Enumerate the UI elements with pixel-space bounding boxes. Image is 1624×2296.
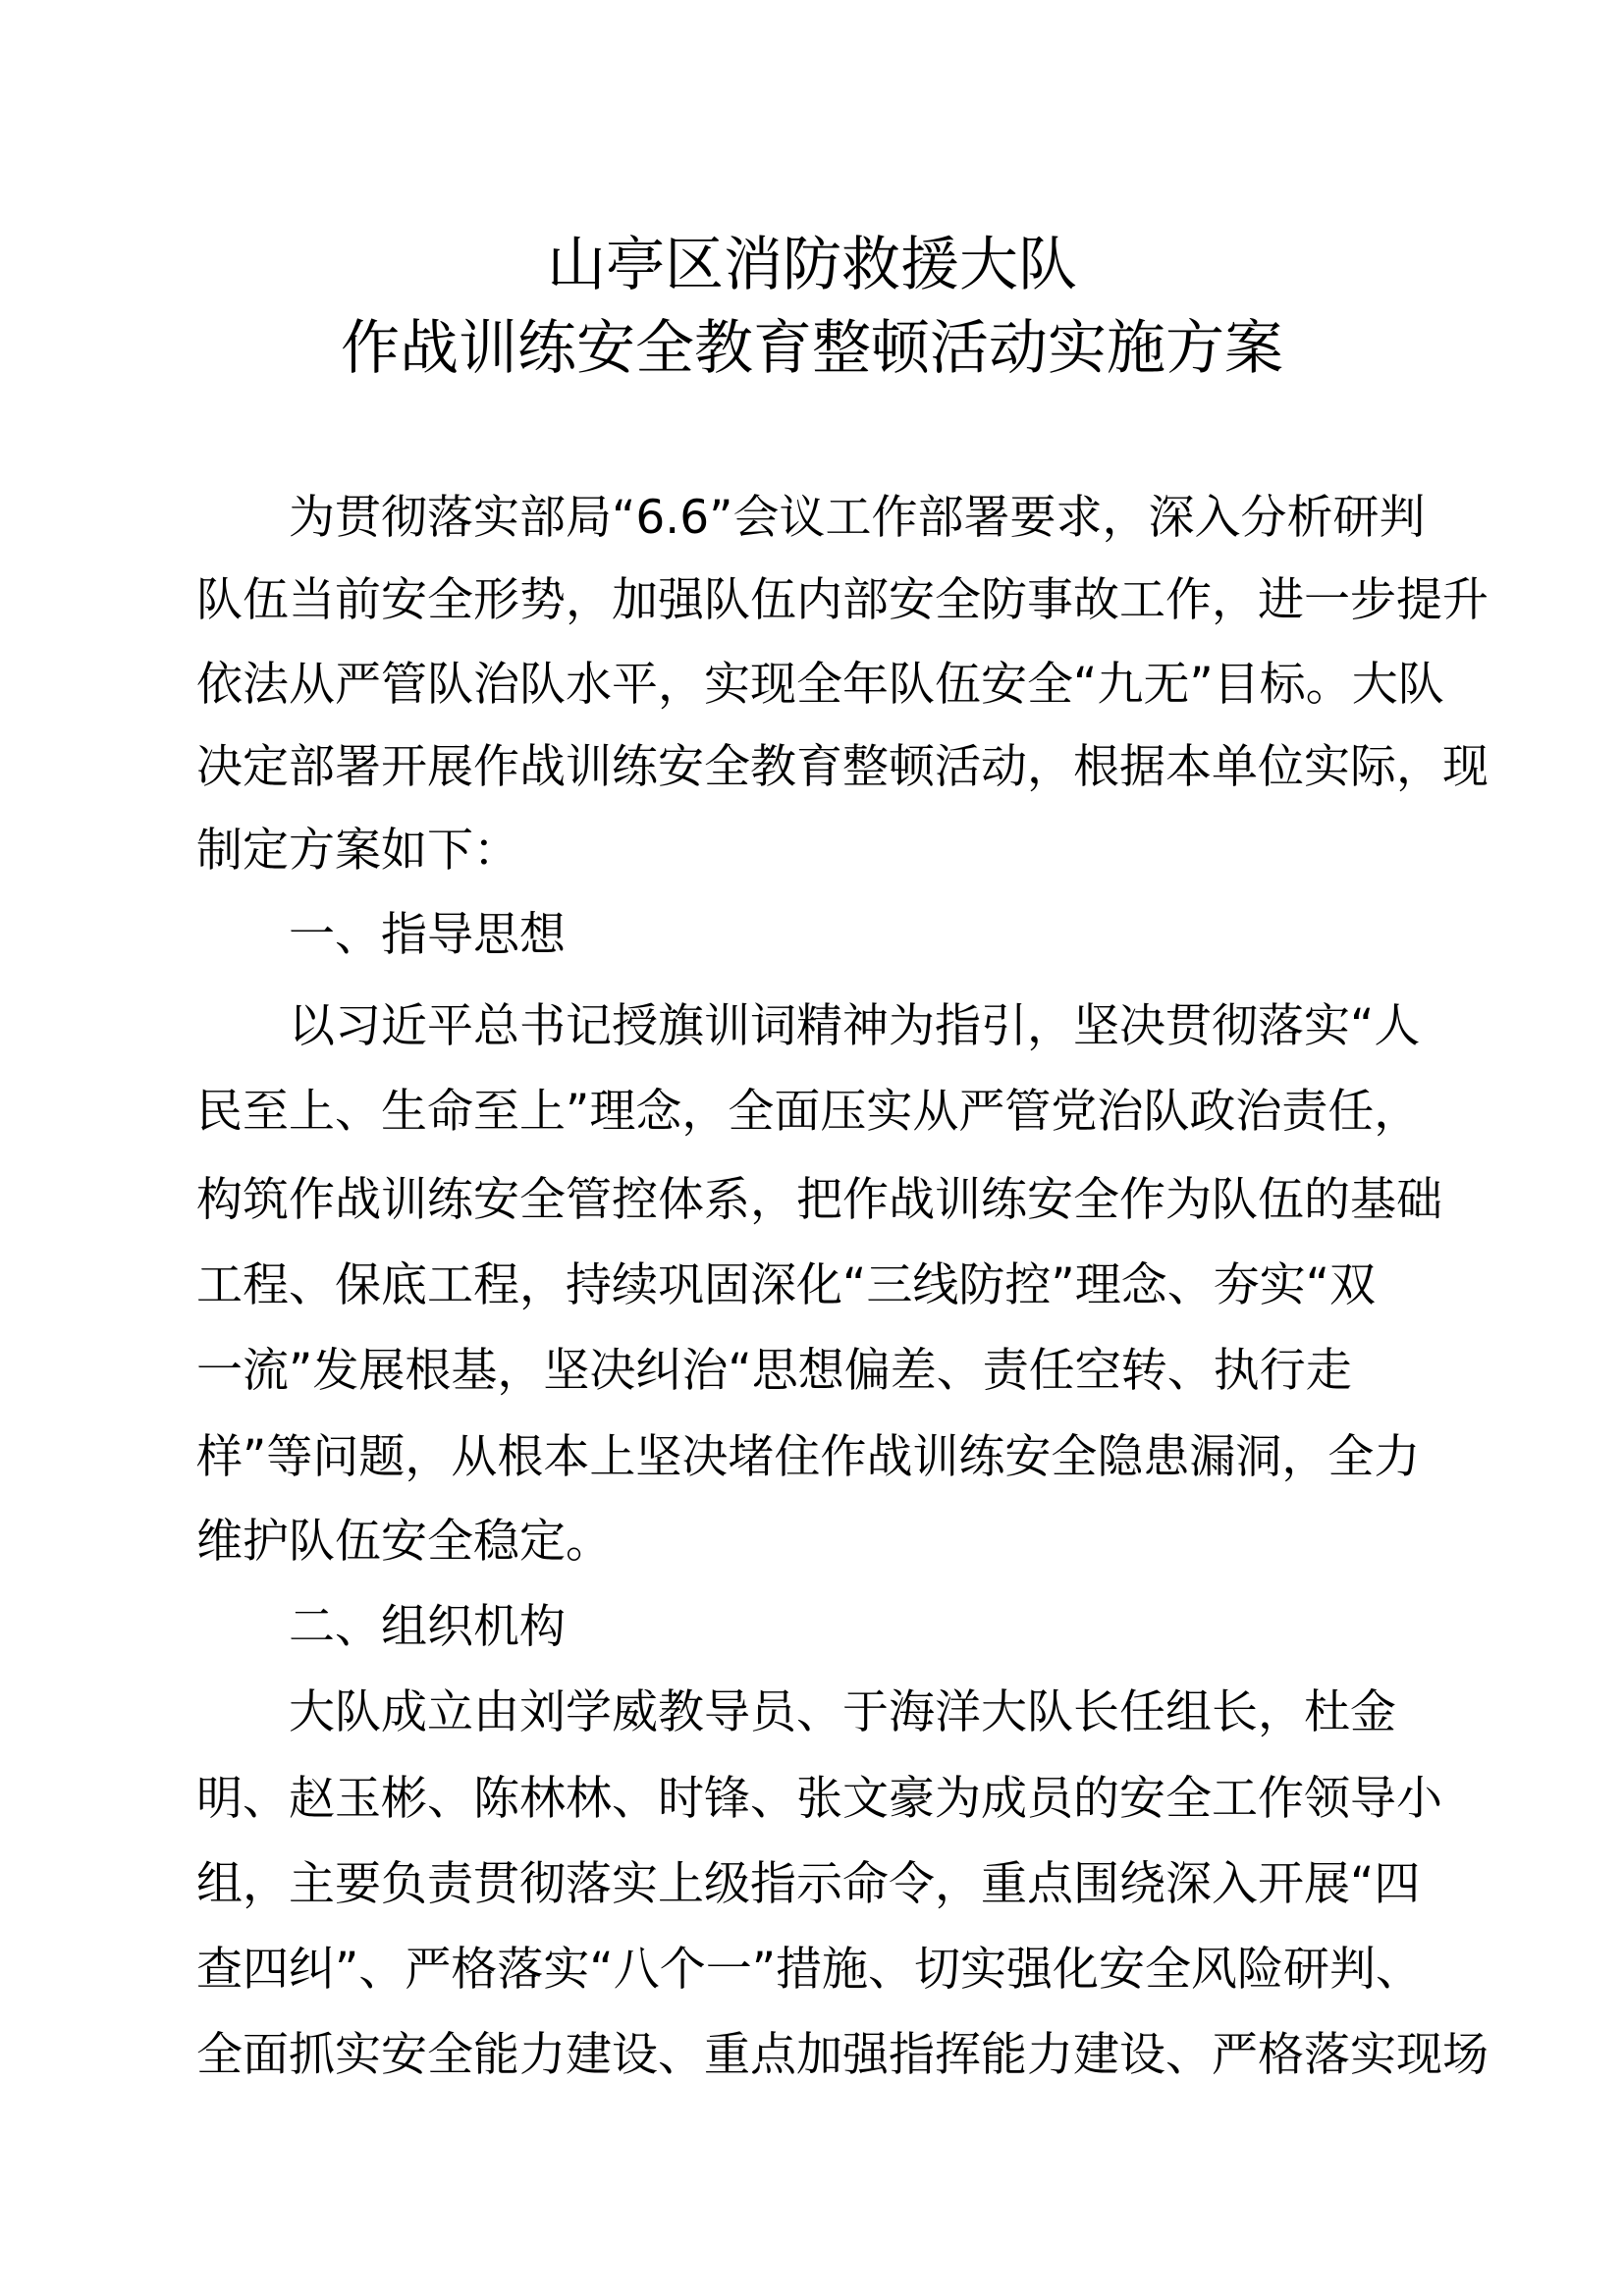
section-heading-organization: 二、组织机构 xyxy=(289,1600,566,1654)
text-line: 民至上、生命至上”理念，全面压实从严管党治队政治责任， xyxy=(196,1085,1421,1139)
text-line: 一流”发展根基，坚决纠治“思想偏差、责任空转、执行走 xyxy=(196,1344,1352,1398)
text-line: 明、赵玉彬、陈林林、时锋、张文豪为成员的安全工作领导小 xyxy=(196,1772,1442,1826)
text-line: 组，主要负责贯彻落实上级指示命令，重点围绕深入开展“四 xyxy=(196,1857,1421,1911)
document-title-line-2: 作战训练安全教育整顿活动实施方案 xyxy=(341,314,1283,383)
document-title-line-1: 山亭区消防救援大队 xyxy=(547,231,1077,299)
text-line: 为贯彻落实部局“6.6”会议工作部署要求，深入分析研判 xyxy=(289,491,1426,545)
text-line: 全面抓实安全能力建设、重点加强指挥能力建设、严格落实现场 xyxy=(196,2028,1489,2082)
text-line: 依法从严管队治队水平，实现全年队伍安全“九无”目标。大队 xyxy=(196,658,1444,712)
text-line: 以习近平总书记授旗训词精神为指引，坚决贯彻落实“人 xyxy=(289,999,1421,1053)
text-line: 维护队伍安全稳定。 xyxy=(196,1515,612,1569)
text-line: 样”等问题，从根本上坚决堵住作战训练安全隐患漏洞，全力 xyxy=(196,1430,1421,1484)
text-line: 制定方案如下： xyxy=(196,824,519,878)
text-line: 决定部署开展作战训练安全教育整顿活动，根据本单位实际，现 xyxy=(196,740,1489,794)
section-heading-guiding-thought: 一、指导思想 xyxy=(289,908,566,962)
text-line: 构筑作战训练安全管控体系，把作战训练安全作为队伍的基础 xyxy=(196,1173,1442,1227)
text-line: 大队成立由刘学威教导员、于海洋大队长任组长，杜金 xyxy=(289,1685,1396,1739)
text-line: 工程、保底工程，持续巩固深化“三线防控”理念、夯实“双 xyxy=(196,1258,1377,1312)
text-line: 队伍当前安全形势，加强队伍内部安全防事故工作，进一步提升 xyxy=(196,573,1489,627)
text-line: 查四纠”、严格落实“八个一”措施、切实强化安全风险研判、 xyxy=(196,1943,1423,1997)
